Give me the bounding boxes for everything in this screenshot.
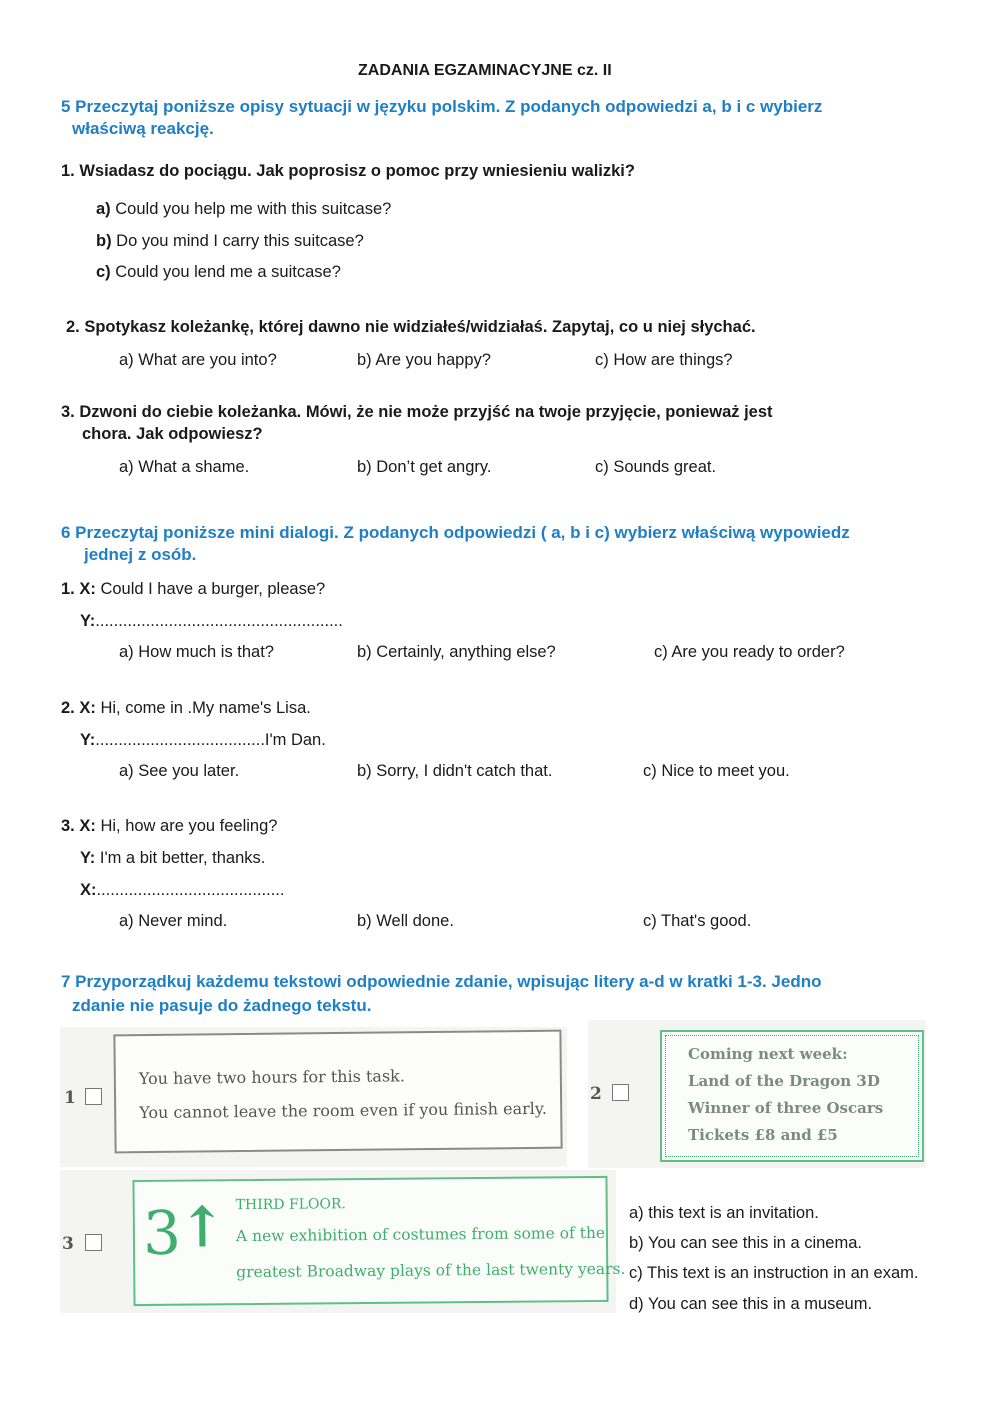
text-2-panel [588, 1020, 926, 1168]
arrow-up-icon: ↑ [178, 1194, 227, 1261]
text-3-answer-box[interactable] [85, 1234, 102, 1251]
text-3-line3: greatest Broadway plays of the last twenty years. [236, 1259, 626, 1282]
text-1-line2: You cannot leave the room even if you finish early. [139, 1098, 547, 1123]
option-5-3-c[interactable]: c) Sounds great. [595, 458, 717, 476]
text-2-line3: Winner of three Oscars [688, 1099, 884, 1117]
option-6-3-a[interactable]: a) Never mind. [119, 912, 228, 930]
option-5-2-b[interactable]: b) Are you happy? [357, 351, 491, 369]
question-5-2: 2. Spotykasz koleżankę, której dawno nie widziałeś/widziałaś. Zapytaj, co u niej słychać. [66, 318, 756, 336]
question-5-3-line2: chora. Jak odpowiesz? [82, 425, 263, 443]
section7-heading-line1: 7 Przyporządkuj każdemu tekstowi odpowiednie zdanie, wpisując litery a-d w kratki 1-3. Jedno [61, 972, 822, 991]
question-5-3-line1: 3. Dzwoni do ciebie koleżanka. Mówi, że nie może przyjść na twoje przyjęcie, ponieważ jest [61, 403, 773, 421]
dialogue-3-x: 3. X: Hi, how are you feeling? [61, 817, 278, 835]
option-6-1-c[interactable]: c) Are you ready to order? [654, 643, 845, 661]
answer-b: b) You can see this in a cinema. [629, 1234, 862, 1252]
answer-c: c) This text is an instruction in an exam. [629, 1264, 919, 1282]
text-2-line1: Coming next week: [688, 1045, 848, 1063]
text-1-notice [113, 1030, 562, 1154]
option-6-2-a[interactable]: a) See you later. [119, 762, 240, 780]
dialogue-2-x: 2. X: Hi, come in .My name's Lisa. [61, 699, 311, 717]
option-6-3-b[interactable]: b) Well done. [357, 912, 454, 930]
answer-d: d) You can see this in a museum. [629, 1295, 873, 1313]
answer-a: a) this text is an invitation. [629, 1204, 819, 1222]
option-5-3-b[interactable]: b) Don’t get angry. [357, 458, 492, 476]
dialogue-3-y: Y: I'm a bit better, thanks. [80, 849, 266, 867]
dialogue-1-y: Y:...................................................... [80, 612, 343, 630]
section6-heading-line1: 6 Przeczytaj poniższe mini dialogi. Z podanych odpowiedzi ( a, b i c) wybierz właściwą wypowiedz [61, 523, 850, 542]
text-2-number: 2 [590, 1084, 602, 1104]
option-5-2-a[interactable]: a) What are you into? [119, 351, 277, 369]
section6-heading-line2: jednej z osób. [84, 545, 197, 564]
floor-number: 3 [142, 1198, 182, 1269]
page-title: ZADANIA EGZAMINACYJNE cz. II [358, 62, 612, 79]
section5-heading-line1: 5 Przeczytaj poniższe opisy sytuacji w języku polskim. Z podanych odpowiedzi a, b i c wybierz [61, 97, 823, 116]
section7-heading-line2: zdanie nie pasuje do żadnego tekstu. [72, 996, 372, 1015]
text-3-line1: THIRD FLOOR. [235, 1196, 346, 1214]
option-5-3-a[interactable]: a) What a shame. [119, 458, 250, 476]
option-6-2-c[interactable]: c) Nice to meet you. [643, 762, 790, 780]
text-1-panel [60, 1027, 567, 1167]
option-5-1-c[interactable]: c) Could you lend me a suitcase? [96, 263, 341, 281]
text-1-line1: You have two hours for this task. [138, 1066, 406, 1089]
text-3-sign [132, 1176, 626, 1306]
option-5-1-b[interactable]: b) Do you mind I carry this suitcase? [96, 232, 364, 250]
dialogue-3-x2: X:......................................... [80, 881, 285, 899]
dialogue-1-x: 1. X: Could I have a burger, please? [61, 580, 326, 598]
text-1-number: 1 [64, 1088, 76, 1108]
text-3-panel [60, 1170, 626, 1313]
text-2-answer-box[interactable] [612, 1084, 629, 1101]
option-6-2-b[interactable]: b) Sorry, I didn't catch that. [357, 762, 553, 780]
text-2-line2: Land of the Dragon 3D [688, 1072, 880, 1090]
text-2-poster [660, 1030, 924, 1162]
option-6-3-c[interactable]: c) That's good. [643, 912, 752, 930]
question-5-1: 1. Wsiadasz do pociągu. Jak poprosisz o pomoc przy wniesieniu walizki? [61, 162, 635, 180]
option-6-1-a[interactable]: a) How much is that? [119, 643, 274, 661]
option-6-1-b[interactable]: b) Certainly, anything else? [357, 643, 556, 661]
text-1-answer-box[interactable] [85, 1088, 102, 1105]
dialogue-2-y: Y:.....................................I'm Dan. [80, 731, 326, 749]
option-5-2-c[interactable]: c) How are things? [595, 351, 733, 369]
section5-heading-line2: właściwą reakcję. [72, 119, 214, 138]
option-5-1-a[interactable]: a) Could you help me with this suitcase? [96, 200, 392, 218]
text-3-line2: A new exhibition of costumes from some of the [235, 1223, 606, 1246]
text-2-line4: Tickets £8 and £5 [688, 1126, 838, 1144]
text-3-number: 3 [62, 1234, 74, 1254]
